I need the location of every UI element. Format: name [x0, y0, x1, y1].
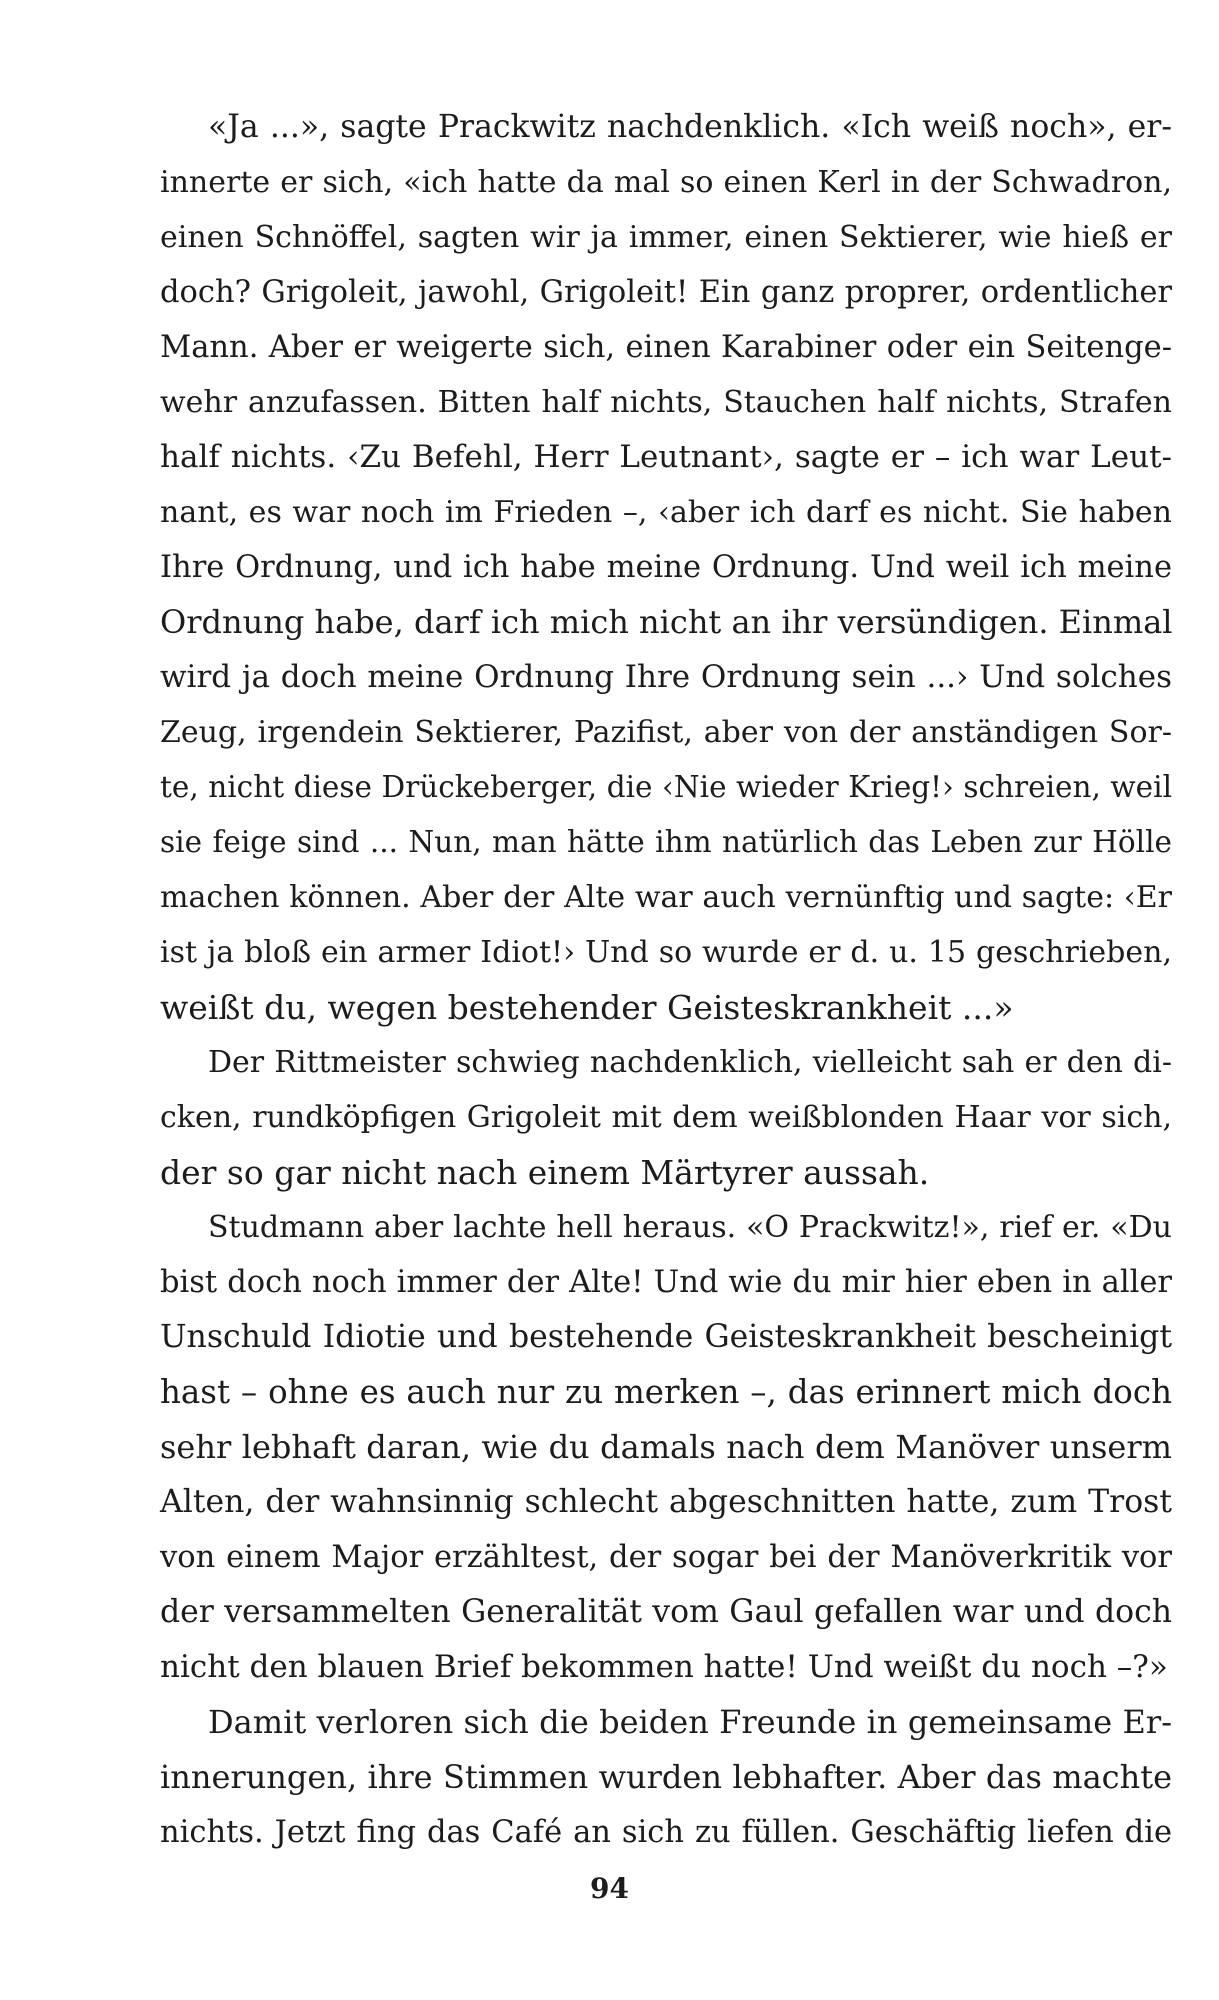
text-line: sie feige sind ... Nun, man hätte ihm natürlich das Leben zur Hölle: [160, 825, 1172, 859]
text-line: ist ja bloß ein armer Idiot!› Und so wurde er d. u. 15 geschrieben,: [160, 935, 1172, 970]
text-line: Ordnung habe, darf ich mich nicht an ihr versündigen. Einmal: [160, 603, 1173, 641]
text-line: te, nicht diese Drückeberger, die ‹Nie wieder Krieg!› schreien, weil: [160, 770, 1172, 804]
text-line: innerungen, ihre Stimmen wurden lebhafter. Aber das machte: [160, 1758, 1172, 1796]
text-line: bist doch noch immer der Alte! Und wie du mir hier eben in aller: [160, 1265, 1172, 1300]
text-line: der versammelten Generalität vom Gaul gefallen war und doch: [160, 1594, 1172, 1630]
text-line: von einem Major erzähltest, der sogar bei der Manöverkritik vor: [160, 1540, 1172, 1575]
text-line: Der Rittmeister schwieg nachdenklich, vielleicht sah er den di-: [208, 1045, 1172, 1080]
text-line: machen können. Aber der Alte war auch vernünftig und sagte: ‹Er: [160, 880, 1172, 915]
text-line: Damit verloren sich die beiden Freunde in gemeinsame Er-: [208, 1703, 1172, 1741]
text-line: der so gar nicht nach einem Märtyrer aussah.: [160, 1153, 930, 1192]
text-line: Studmann aber lachte hell heraus. «O Prackwitz!», rief er. «Du: [208, 1210, 1172, 1245]
body-text: [160, 100, 1172, 1860]
text-line: hast – ohne es auch nur zu merken –, das erinnert mich doch: [160, 1373, 1172, 1411]
text-line: Mann. Aber er weigerte sich, einen Karabiner oder ein Seitenge-: [160, 330, 1172, 365]
text-line: sehr lebhaft daran, wie du damals nach dem Manöver unserm: [160, 1428, 1172, 1466]
text-line: wehr anzufassen. Bitten half nichts, Stauchen half nichts, Strafen: [160, 385, 1172, 420]
text-line: wird ja doch meine Ordnung Ihre Ordnung sein ...› Und solches: [160, 659, 1172, 695]
text-line: innerte er sich, «ich hatte da mal so einen Kerl in der Schwadron,: [160, 165, 1172, 200]
text-line: cken, rundköpfigen Grigoleit mit dem weißblonden Haar vor sich,: [160, 1100, 1172, 1135]
text-line: Alten, der wahnsinnig schlecht abgeschnitten hatte, zum Trost: [160, 1484, 1172, 1520]
text-line: «Ja ...», sagte Prackwitz nachdenklich. «Ich weiß noch», er-: [208, 109, 1172, 145]
page-number: 94: [590, 1872, 629, 1905]
text-line: Unschuld Idiotie und bestehende Geisteskrankheit bescheinigt: [160, 1319, 1172, 1355]
text-line: Ihre Ordnung, und ich habe meine Ordnung. Und weil ich meine: [160, 550, 1172, 585]
text-line: half nichts. ‹Zu Befehl, Herr Leutnant›, sagte er – ich war Leut-: [160, 439, 1172, 475]
text-line: nichts. Jetzt fing das Café an sich zu füllen. Geschäftig liefen die: [160, 1815, 1172, 1850]
text-line: einen Schnöffel, sagten wir ja immer, einen Sektierer, wie hieß er: [160, 220, 1172, 255]
text-line: nicht den blauen Brief bekommen hatte! Und weißt du noch –?»: [160, 1649, 1168, 1685]
text-line: nant, es war noch im Frieden –, ‹aber ich darf es nicht. Sie haben: [160, 495, 1172, 530]
text-line: weißt du, wegen bestehender Geisteskrankheit ...»: [160, 988, 1014, 1027]
text-line: doch? Grigoleit, jawohl, Grigoleit! Ein ganz proprer, ordentlicher: [160, 275, 1172, 310]
text-line: Zeug, irgendein Sektierer, Pazifist, aber von der anständigen Sor-: [160, 715, 1172, 750]
